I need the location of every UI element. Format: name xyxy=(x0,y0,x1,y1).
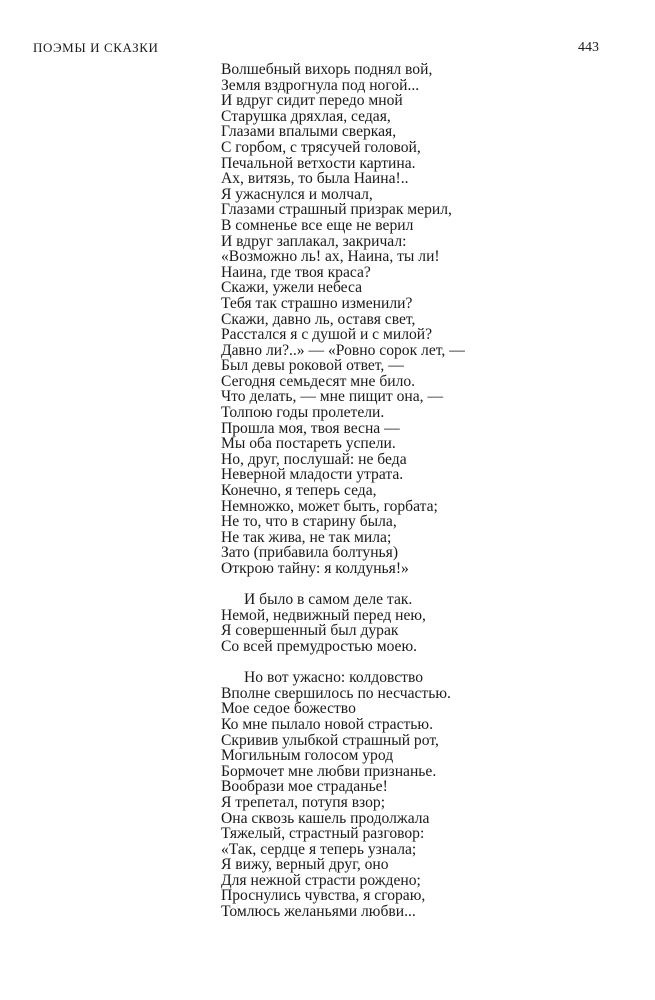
poem-line: Вполне свершилось по несчастью. xyxy=(221,684,451,702)
poem-line: С горбом, с трясучей головой, xyxy=(221,138,421,156)
poem-line: Ах, витязь, то была Наина!.. xyxy=(221,170,409,188)
poem-line: Тяжелый, страстный разговор: xyxy=(221,825,425,843)
poem-line: Тебя так страшно изменили? xyxy=(221,294,413,312)
poem-line: Конечно, я теперь седа, xyxy=(221,482,377,500)
poem-line: Немножко, может быть, горбата; xyxy=(221,497,438,515)
poem-line: Не то, что в старину была, xyxy=(221,513,397,531)
poem-line: Немой, недвижный перед нею, xyxy=(221,606,426,624)
page-number: 443 xyxy=(578,40,599,55)
stanza-1 xyxy=(221,62,621,577)
poem-line: Зато (прибавила болтунья) xyxy=(221,544,399,562)
poem-line: Скажи, давно ль, оставя свет, xyxy=(221,310,416,328)
poem-line: «Так, сердце я теперь узнала; xyxy=(221,840,417,858)
poem-line: Но вот ужасно: колдовство xyxy=(244,669,424,687)
poem-line: Скажи, ужели небеса xyxy=(221,279,363,297)
poem-line: Я ужаснулся и молчал, xyxy=(221,185,373,203)
poem-line: Томлюсь желаньями любви... xyxy=(221,903,416,921)
poem-line: И было в самом деле так. xyxy=(244,591,413,609)
poem-line: Не так жива, не так мила; xyxy=(221,528,392,546)
poem-line: Неверной младости утрата. xyxy=(221,466,404,484)
poem-line: Скривив улыбкой страшный рот, xyxy=(221,731,439,749)
poem-line: Я совершенный был дурак xyxy=(221,622,399,640)
poem-line: Давно ли?..» — «Ровно сорок лет, — xyxy=(221,341,465,359)
stanza-break xyxy=(221,577,621,593)
poem-line: Был девы роковой ответ, — xyxy=(221,357,404,375)
poem-line: И вдруг заплакал, закричал: xyxy=(221,232,407,250)
stanza-3 xyxy=(221,670,621,920)
poem-line: Открою тайну: я колдунья!» xyxy=(221,560,409,577)
poem-line: Вообрази мое страданье! xyxy=(221,778,388,796)
poem-line: Со всей премудростью моею. xyxy=(221,637,418,655)
poem-line: Наина, где твоя краса? xyxy=(221,263,371,281)
poem-line: Мое седое божество xyxy=(221,700,356,718)
poem-line: Я вижу, верный друг, оно xyxy=(221,856,389,874)
poem-line: Сегодня семьдесят мне било. xyxy=(221,372,416,390)
poem-line: Что делать, — мне пищит она, — xyxy=(221,388,444,406)
poem-line: Волшебный вихорь поднял вой, xyxy=(221,61,433,78)
poem-line: И вдруг сидит передо мной xyxy=(221,92,403,110)
poem-line: Расстался я с душой и с милой? xyxy=(221,326,433,344)
poem-text xyxy=(221,62,621,920)
poem-line: Мы оба постареть успели. xyxy=(221,435,396,453)
poem-line: Проснулись чувства, я сгораю, xyxy=(221,887,426,905)
poem-line: Ко мне пылало новой страстью. xyxy=(221,715,433,733)
poem-line: «Возможно ль! ах, Наина, ты ли! xyxy=(221,248,440,266)
poem-line: Но, друг, послушай: не беда xyxy=(221,450,407,468)
poem-line: Могильным голосом урод xyxy=(221,747,394,765)
poem-line: Глазами впалыми сверкая, xyxy=(221,123,397,141)
poem-line: Прошла моя, твоя весна — xyxy=(221,419,400,437)
poem-line: Я трепетал, потупя взор; xyxy=(221,793,386,811)
stanza-2 xyxy=(221,592,621,654)
poem-line: Печальной ветхости картина. xyxy=(221,154,416,172)
poem-line: Она сквозь кашель продолжала xyxy=(221,809,430,827)
running-title: ПОЭМЫ И СКАЗКИ xyxy=(33,40,159,55)
poem-line: Старушка дряхлая, седая, xyxy=(221,107,391,125)
poem-line: В сомненье все еще не верил xyxy=(221,216,414,234)
poem-line: Глазами страшный призрак мерил, xyxy=(221,201,452,219)
poem-line: Бормочет мне любви признанье. xyxy=(221,762,437,780)
poem-line: Для нежной страсти рождено; xyxy=(221,871,421,889)
poem-line: Земля вздрогнула под ногой... xyxy=(221,76,420,94)
poem-line: Толпою годы пролетели. xyxy=(221,404,385,422)
stanza-break xyxy=(221,655,621,671)
